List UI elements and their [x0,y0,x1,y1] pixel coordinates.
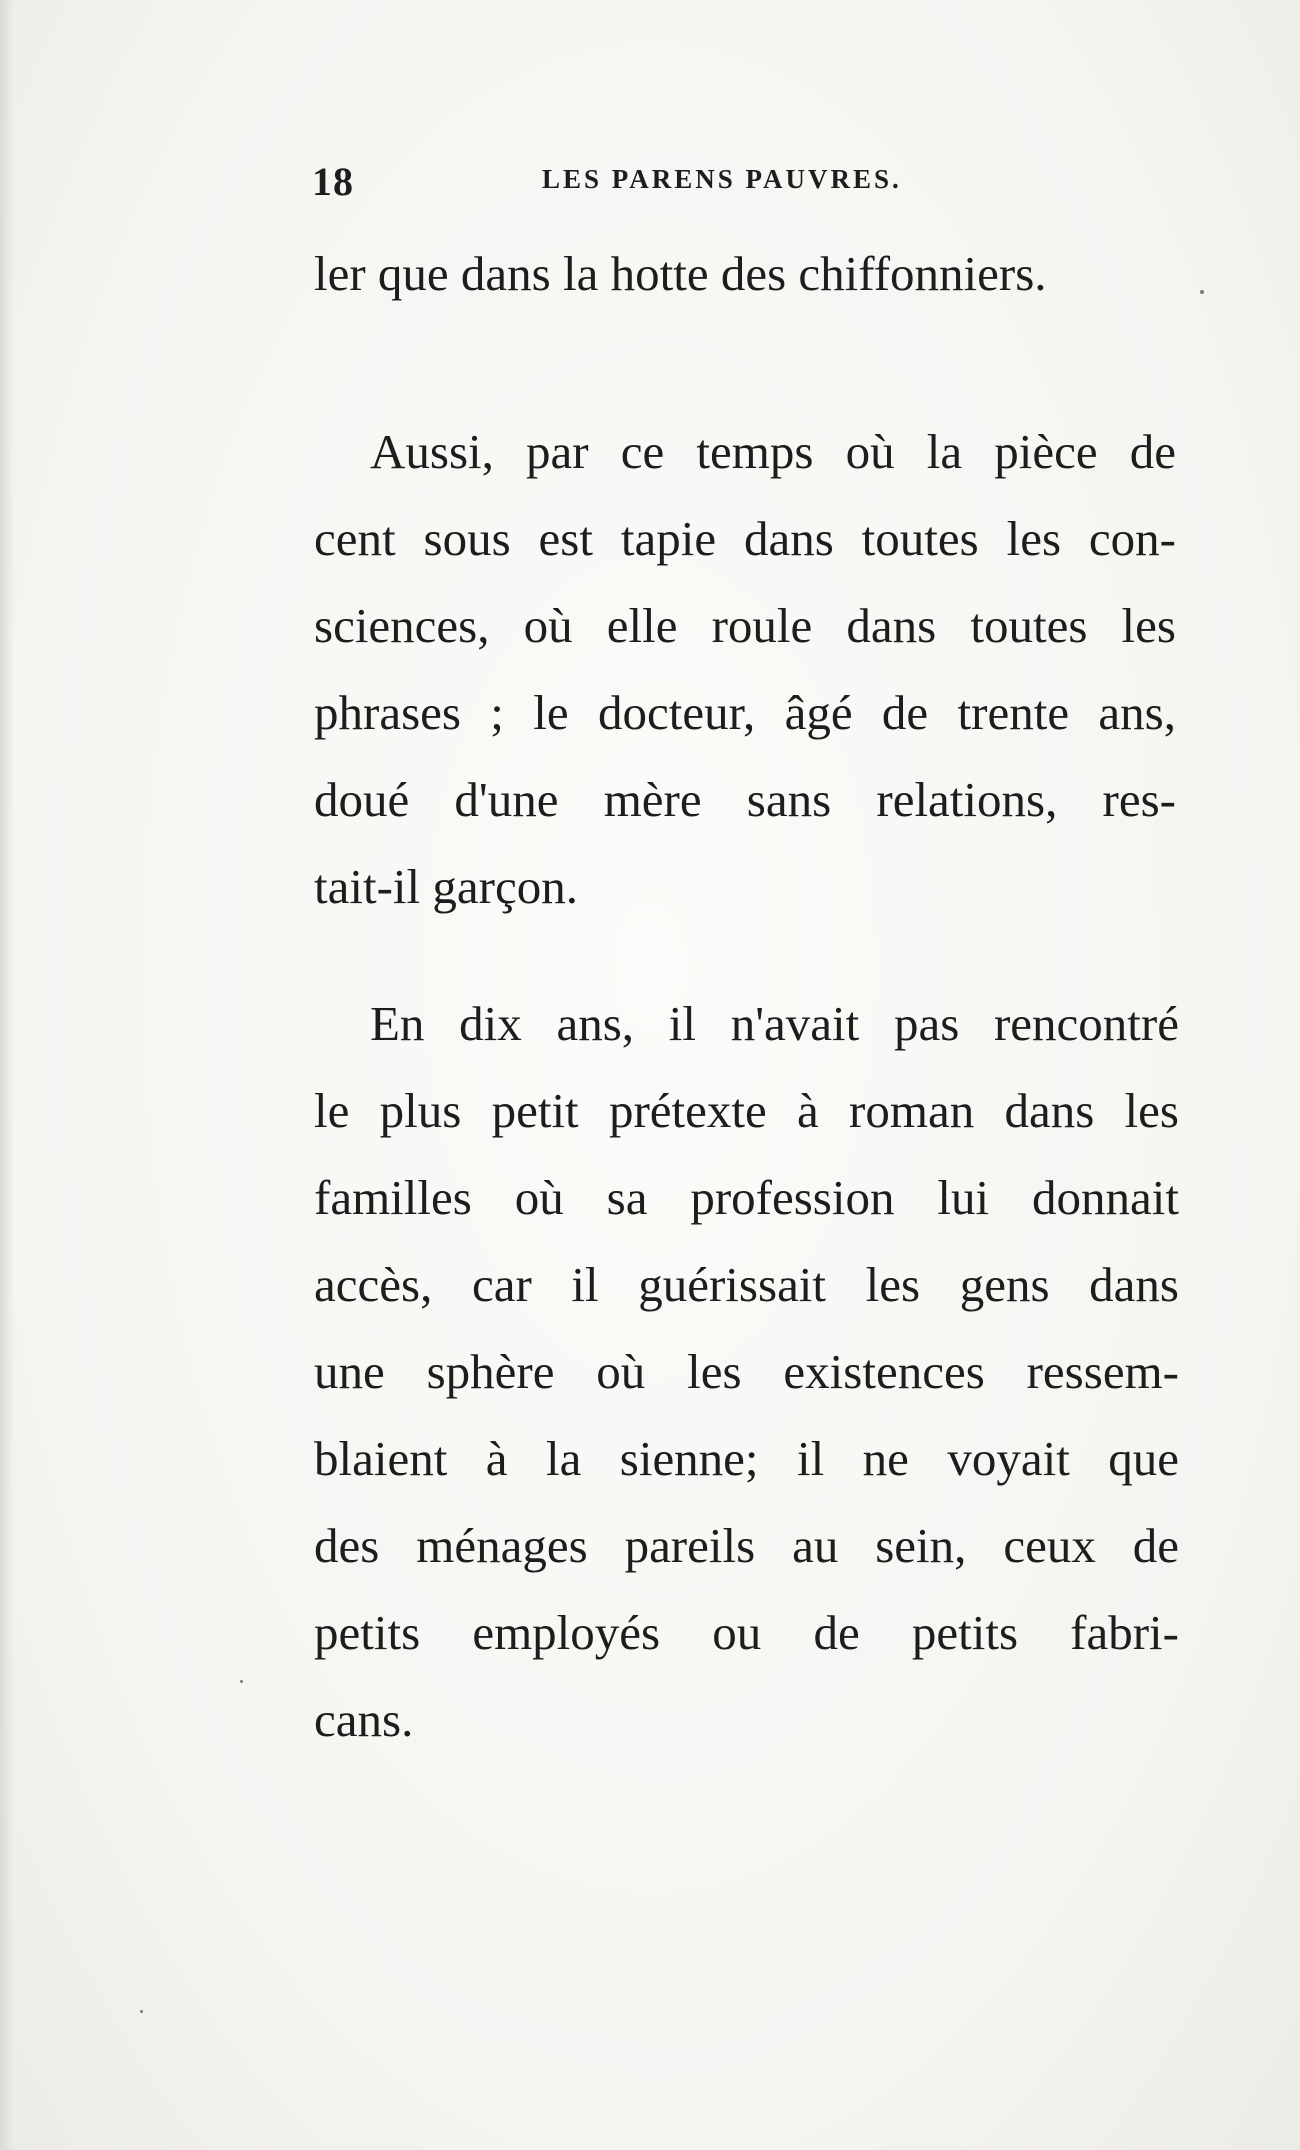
text-line: Aussi, par ce temps où la pièce de [370,424,1176,479]
text-line: cent sous est tapie dans toutes les con- [314,511,1176,566]
text-line: sciences, où elle roule dans toutes les [314,598,1176,653]
text-line: blaient à la sienne; il ne voyait que [314,1431,1179,1486]
text-line: familles où sa profession lui donnait [314,1170,1179,1225]
paper-speck [240,1680,243,1683]
text-line: phrases ; le docteur, âgé de trente ans, [314,685,1176,740]
text-line: tait-il garçon. [314,859,578,914]
paragraph-2 [314,408,1176,930]
text-line: une sphère où les existences ressem- [314,1344,1179,1399]
paper-speck [1200,290,1204,294]
text-line: cans. [314,1692,414,1747]
page-header [312,158,962,204]
paragraph-1 [314,230,1174,317]
text-line: des ménages pareils au sein, ceux de [314,1518,1179,1573]
text-line: En dix ans, il n'avait pas rencontré [370,996,1179,1051]
text-line: ler que dans la hotte des chiffonniers. [314,246,1047,301]
paper-speck [140,2010,143,2013]
text-line: petits employés ou de petits fabri- [314,1605,1179,1660]
text-line: doué d'une mère sans relations, res- [314,772,1176,827]
page-edge-shadow [0,0,14,2150]
running-title: LES PARENS PAUVRES. [542,164,902,194]
text-line: le plus petit prétexte à roman dans les [314,1083,1179,1138]
text-line: accès, car il guérissait les gens dans [314,1257,1179,1312]
page-number: 18 [312,159,354,204]
paragraph-3 [314,980,1179,1763]
